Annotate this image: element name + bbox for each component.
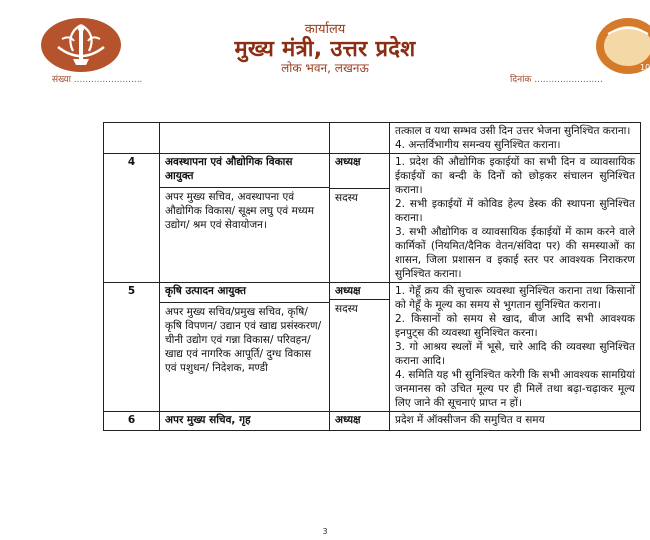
role-cell — [330, 283, 390, 412]
task-item: 3. सभी औद्योगिक व व्यावसायिक ईकाईयों में काम करने वाले कार्मिकों (नियमित/दैनिक वेतन/संविदा पर) की समस्याओं का शासन, जिला प्रशासन व इकाई स्तर पर आवश्यक निराकरण सुनिश्चित कराना। — [395, 226, 635, 280]
office-label: कार्यालय — [304, 22, 346, 37]
table-row — [104, 283, 641, 412]
seal-number: 10 — [640, 63, 650, 72]
task-item: 4. समिति यह भी सुनिश्चित करेगी कि सभी आवश्यक सामग्रियां जनमानस को उचित मूल्य पर ही मिलें तथा बढ़ा-चढ़ाकर मूल्य लिए जाने की सूचनाएं प्राप्त न हों। — [395, 369, 635, 409]
page-number: 3 — [322, 527, 328, 536]
chairperson-name — [165, 124, 324, 126]
task-item: 2. किसानों को समय से खाद, बीज आदि सभी आवश्यक इनपुट्स की व्यवस्था सुनिश्चित करना। — [395, 313, 635, 339]
chair-role: अध्यक्ष — [335, 156, 361, 168]
letterhead-address: लोक भवन, लखनऊ — [281, 61, 369, 75]
task-item: 4. अन्तर्विभागीय समन्वय सुनिश्चित कराना। — [395, 139, 561, 151]
tasks-cell — [390, 283, 641, 412]
row-number: 6 — [104, 412, 160, 431]
chairperson-name: अपर मुख्य सचिव, गृह — [165, 414, 251, 426]
committee-table — [103, 122, 641, 431]
chair-role: अध्यक्ष — [335, 285, 361, 297]
chair-role: अध्यक्ष — [335, 414, 361, 426]
task-item: प्रदेश में ऑक्सीजन की समुचित व समय — [395, 414, 545, 426]
task-item: तत्काल व यथा सम्भव उसी दिन उत्तर भेजना सुनिश्चित कराना। — [395, 125, 631, 137]
member-role: सदस्य — [330, 299, 389, 316]
tasks-cell — [390, 123, 641, 154]
role-cell — [330, 123, 390, 154]
row-number: 4 — [104, 154, 160, 283]
tasks-cell — [390, 412, 641, 431]
task-item: 1. गेहूँ क्रय की सुचारू व्यवस्था सुनिश्चित कराना तथा किसानों को गेहूँ के मूल्य का समय से भुगतान सुनिश्चित कराना। — [395, 285, 635, 311]
task-item: 3. गो आश्रय स्थलों में भूसे, चारे आदि की व्यवस्था सुनिश्चित कराना आदि। — [395, 341, 635, 367]
member-names: अपर मुख्य सचिव, अवस्थापना एवं औद्योगिक विकास/ सूक्ष्म लघु एवं मध्यम उद्योग/ श्रम एवं सेवायोजन। — [160, 187, 329, 232]
date-field: दिनांक ........................ — [510, 75, 603, 85]
committee-cell — [160, 123, 330, 154]
role-cell — [330, 154, 390, 283]
tasks-cell — [390, 154, 641, 283]
committee-cell — [160, 283, 330, 412]
role-cell — [330, 412, 390, 431]
row-number — [104, 123, 160, 154]
chairperson-name: कृषि उत्पादन आयुक्त — [165, 285, 246, 297]
table-row — [104, 154, 641, 283]
table-row — [104, 123, 641, 154]
letterhead-title: मुख्य मंत्री, उत्तर प्रदेश — [234, 37, 416, 62]
reference-number-field: संख्या ........................ — [52, 75, 143, 85]
row-number: 5 — [104, 283, 160, 412]
member-names: अपर मुख्य सचिव/प्रमुख सचिव, कृषि/कृषि विपणन/ उद्यान एवं खाद्य प्रसंस्करण/ चीनी उद्योग एवं गन्ना विकास/ परिवहन/ खाद्य एवं नागरिक आपूर्ति/ दुग्ध विकास एवं पशुधन/ निदेशक, मण्डी — [160, 302, 329, 375]
committee-cell — [160, 154, 330, 283]
task-item: 2. सभी इकाईयों में कोविड हेल्प डेस्क की स्थापना सुनिश्चित कराना। — [395, 198, 635, 224]
task-item: 1. प्रदेश की औद्योगिक इकाईयों का सभी दिन व व्यावसायिक ईकाईयों का बन्दी के दिनों को छोड़कर संचालन सुनिश्चित कराना। — [395, 156, 635, 196]
committee-cell — [160, 412, 330, 431]
member-role: सदस्य — [330, 188, 389, 205]
table-row — [104, 412, 641, 431]
chairperson-name: अवस्थापना एवं औद्योगिक विकास आयुक्त — [165, 156, 293, 182]
